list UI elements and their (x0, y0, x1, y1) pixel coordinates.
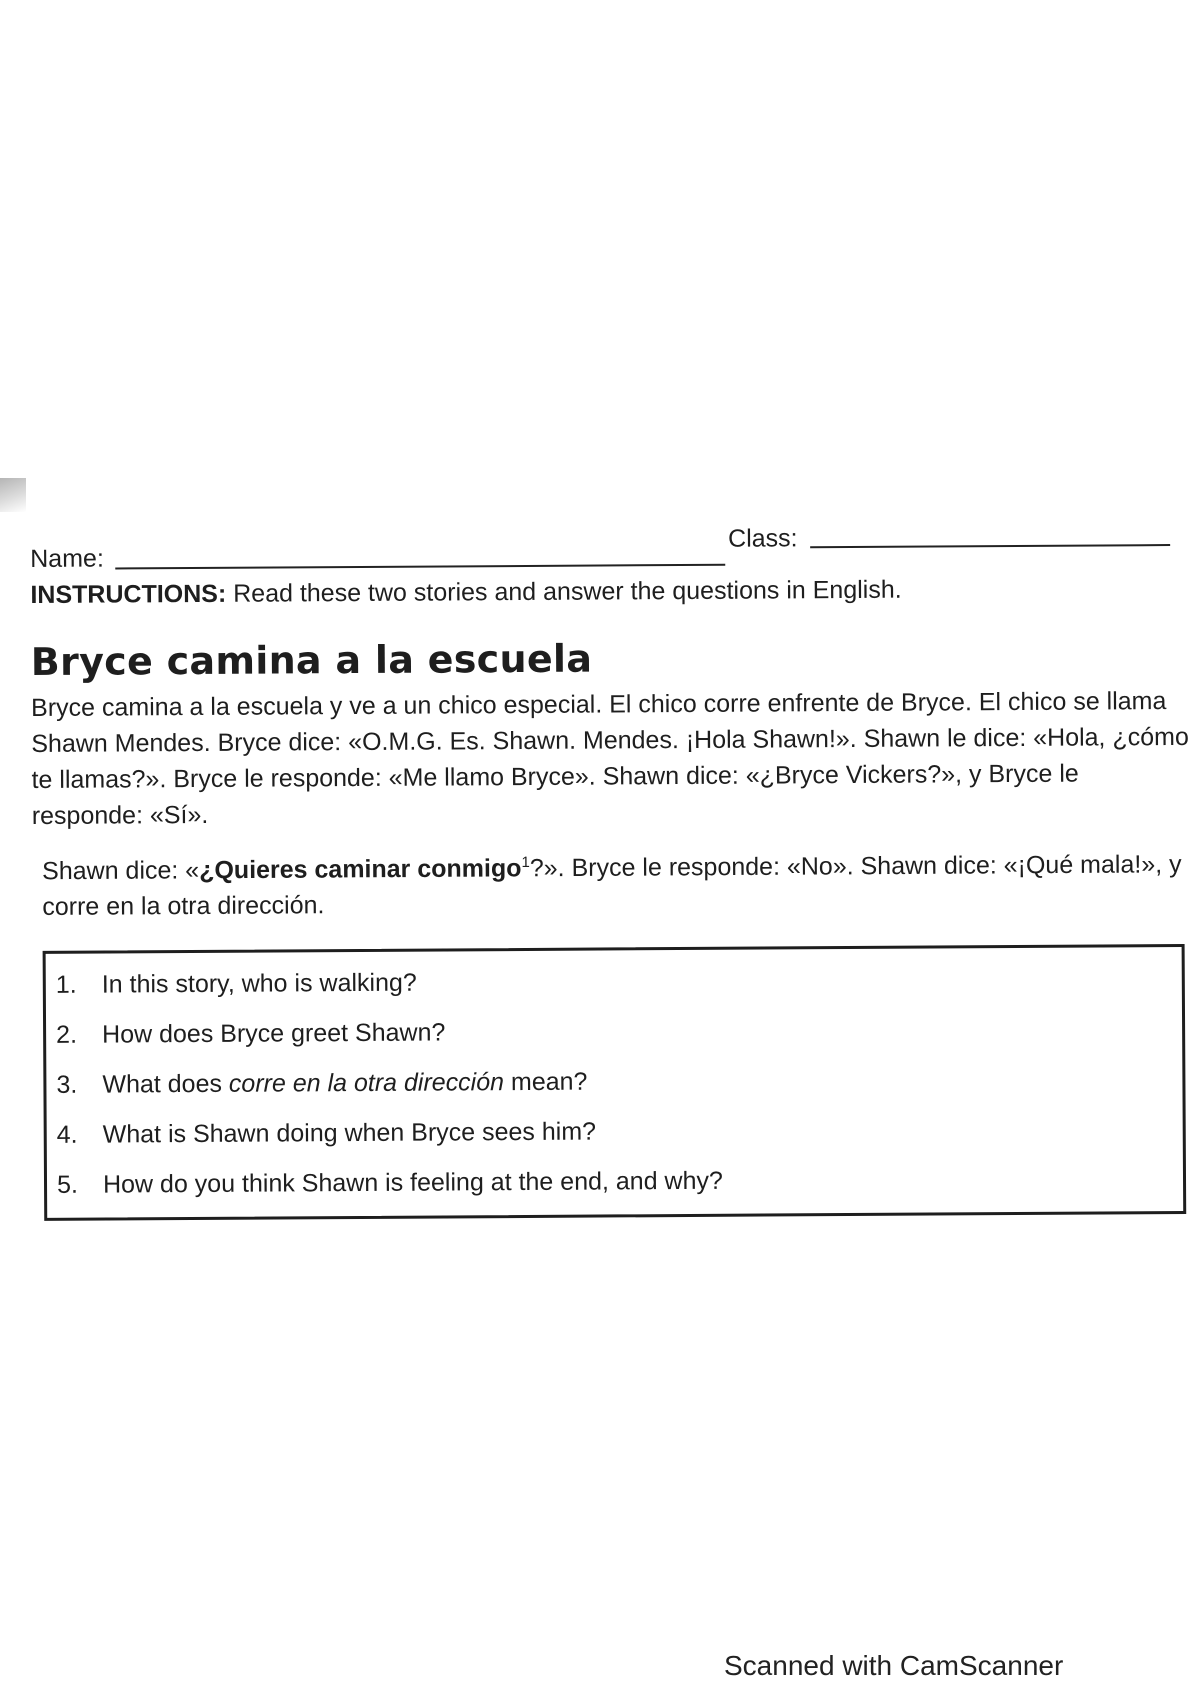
question-item (46, 953, 1182, 1010)
questions-box (43, 944, 1187, 1221)
question-number: 3. (56, 1071, 78, 1100)
question-item (46, 1003, 1182, 1060)
question-text-italic: corre en la otra dirección (228, 1068, 505, 1099)
p2-after: ?». Bryce le responde: «No». Shawn dice: «¡Qué mala!», y corre en la otra dirección. (42, 850, 1182, 922)
question-text-before: What does (102, 1070, 229, 1099)
footnote-marker: 1 (521, 853, 530, 872)
question-item (46, 1053, 1182, 1110)
question-item (47, 1153, 1183, 1210)
question-number: 4. (56, 1121, 78, 1150)
question-number: 5. (56, 1171, 78, 1200)
story-paragraph-1: Bryce camina a la escuela y ve a un chico especial. El chico corre enfrente de Bryce. El chico se llama Shawn Mendes. Bryce dice: «O.M.G. Es. Shawn. Mendes. ¡Hola Shawn!». Shawn le dice: «Hola, ¿cómo te llamas?». Bryce le responde: «Me llamo Bryce». Shawn dice: «¿Bryce Vickers?», y Bryce le responde: «Sí». (31, 687, 1189, 830)
scanner-watermark: Scanned with CamScanner (724, 1650, 1064, 1681)
name-label: Name: (30, 544, 104, 573)
question-number: 2. (56, 1021, 78, 1050)
question-text: How does Bryce greet Shawn? (102, 1018, 446, 1049)
instructions-label: INSTRUCTIONS: (30, 579, 227, 609)
name-class-row (30, 518, 1190, 575)
story-paragraph-2 (32, 841, 1192, 925)
worksheet (30, 518, 1194, 1221)
question-text: What is Shawn doing when Bryce sees him? (102, 1117, 597, 1149)
name-blank-line[interactable] (115, 564, 725, 570)
class-blank-line[interactable] (810, 544, 1170, 548)
class-label: Class: (728, 524, 798, 553)
question-number: 1. (55, 971, 77, 1000)
instructions-text: Read these two stories and answer the questions in English. (226, 575, 902, 608)
p2-bold-phrase: ¿Quieres caminar conmigo (199, 854, 522, 885)
scan-edge-shadow (0, 478, 26, 512)
question-text (102, 1057, 587, 1110)
question-text: How do you think Shawn is feeling at the end, and why? (102, 1167, 723, 1199)
p2-before: Shawn dice: « (42, 856, 200, 886)
instructions (30, 574, 1190, 610)
question-text: In this story, who is walking? (101, 968, 417, 999)
question-item (47, 1103, 1183, 1160)
question-text-after: mean? (503, 1067, 588, 1097)
story-title: Bryce camina a la escuela (30, 636, 593, 684)
